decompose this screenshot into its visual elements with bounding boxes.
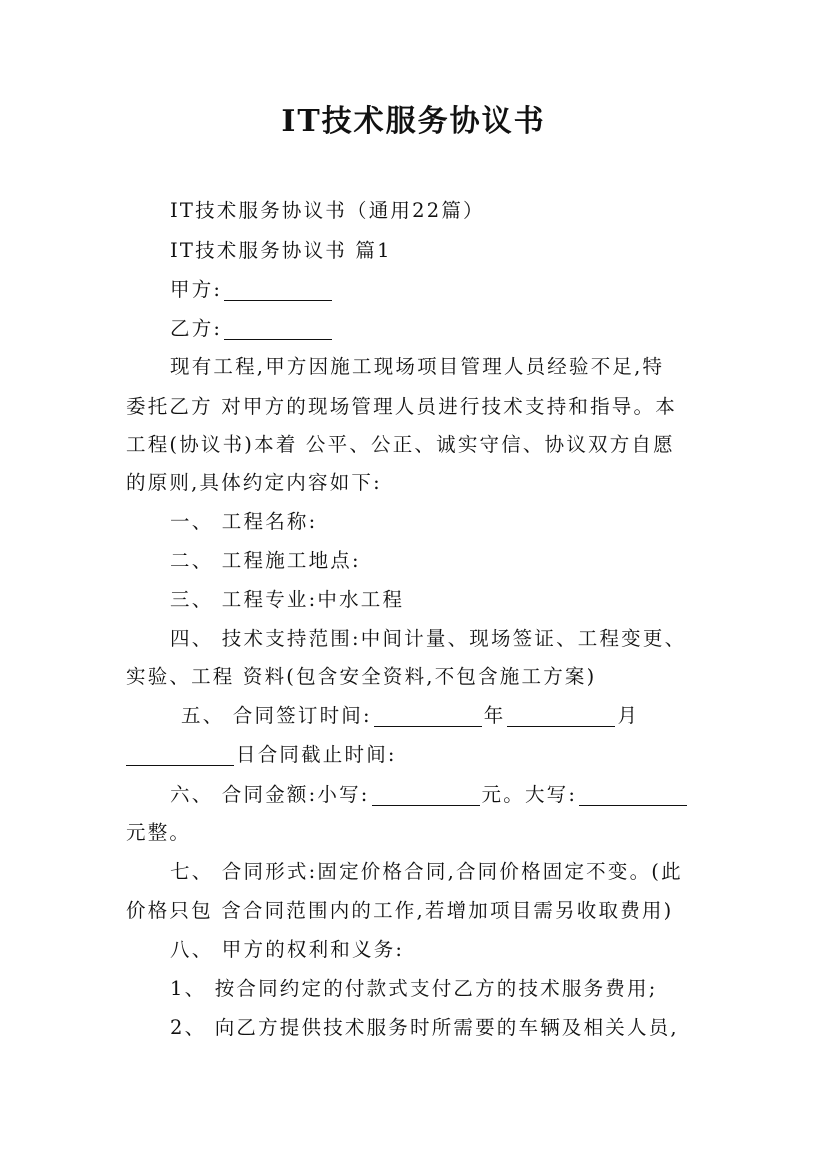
sign-year-blank [374, 704, 482, 727]
amount-capital-blank [579, 783, 687, 806]
clause-5-cont [126, 740, 397, 770]
party-b-line [170, 314, 334, 344]
subtitle-line: IT技术服务协议书（通用22篇） [170, 199, 485, 222]
clause-8-item-2: 2、 向乙方提供技术服务时所需要的车辆及相关人员, [170, 1016, 679, 1039]
clause-4-cont: 实验、工程 资料(包含安全资料,不包含施工方案) [126, 665, 597, 688]
sign-month-blank [507, 704, 615, 727]
paragraph-line: 工程(协议书)本着 公平、公正、诚实守信、协议双方自愿 [126, 433, 675, 456]
clause-6-cont: 元整。 [126, 821, 192, 844]
party-a-label: 甲方: [170, 278, 223, 301]
clause-8: 八、 甲方的权利和义务: [170, 938, 405, 961]
clause-2: 二、 工程施工地点: [170, 549, 361, 572]
clause-5-label: 五、 合同签订时间: [181, 704, 372, 727]
paragraph-line: 的原则,具体约定内容如下: [126, 471, 382, 494]
year-label: 年 [483, 704, 506, 727]
paragraph-line: 现有工程,甲方因施工现场项目管理人员经验不足,特 [170, 355, 665, 378]
month-label: 月 [617, 704, 640, 727]
clause-5 [181, 701, 639, 731]
clause-8-item-1: 1、 按合同约定的付款式支付乙方的技术服务费用; [170, 977, 658, 1000]
section-heading: IT技术服务协议书 篇1 [170, 239, 392, 262]
clause-7: 七、 合同形式:固定价格合同,合同价格固定不变。(此 [170, 860, 683, 883]
clause-3: 三、 工程专业:中水工程 [170, 588, 405, 611]
document-title: IT技术服务协议书 [281, 104, 546, 139]
clause-4: 四、 技术支持范围:中间计量、现场签证、工程变更、 [170, 627, 687, 650]
amount-small-label: 六、 合同金额:小写: [170, 783, 370, 806]
clause-1: 一、 工程名称: [170, 510, 318, 533]
party-a-line [170, 275, 334, 305]
clause-7-cont: 价格只包 含合同范围内的工作,若增加项目需另收取费用) [126, 899, 674, 922]
sign-day-blank [126, 743, 234, 766]
amount-small-blank [372, 783, 480, 806]
day-end-label: 日合同截止时间: [236, 743, 397, 766]
amount-capital-label: 元。大写: [481, 783, 578, 806]
party-b-label: 乙方: [170, 317, 223, 340]
paragraph-line: 委托乙方 对甲方的现场管理人员进行技术支持和指导。本 [126, 395, 677, 418]
party-a-blank [224, 278, 332, 301]
clause-6 [170, 780, 689, 810]
party-b-blank [224, 317, 332, 340]
